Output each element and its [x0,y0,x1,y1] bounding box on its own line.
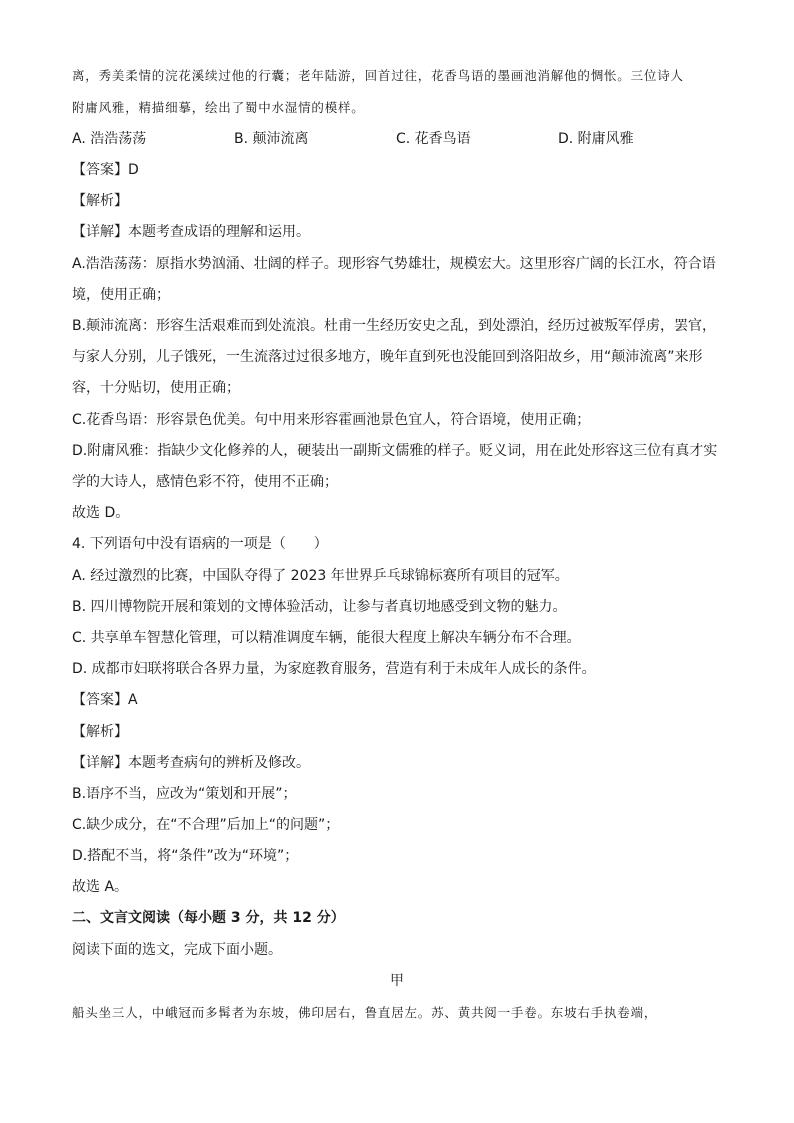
explanation-line: B.颠沛流离：形容生活艰难而到处流浪。杜甫一生经历安史之乱，到处漂泊，经历过被叛军俘虏，罢官， [72,318,717,334]
explanation-line: D.附庸风雅：指缺少文化修养的人，硬装出一副斯文儒雅的样子。贬义词，用在此处形容这三位有真才实 [72,443,718,459]
q3-answer [72,160,139,180]
explanation-line: 学的大诗人，感情色彩不符，使用不正确； [72,474,338,490]
answer-value: D [128,162,139,178]
explanation-line: C.缺少成分，在“不合理”后加上“的问题”； [72,817,340,833]
q4-stem: 4. 下列语句中没有语病的一项是（ ） [72,536,328,552]
explanation-line: 境，使用正确； [72,287,170,303]
option-c: C. 花香鸟语 [396,131,471,147]
detail-tag: 【详解】 [72,755,128,771]
section-instruction: 阅读下面的选文，完成下面小题。 [72,942,282,958]
option-b: B. 颠沛流离 [234,131,309,147]
explanation-line: 容，十分贴切，使用正确； [72,380,240,396]
q4-detail [72,753,310,773]
passage-line: 离，秀美柔情的浣花溪续过他的行囊；老年陆游，回首过往，花香鸟语的墨画池消解他的惆怅。三位诗人 [72,68,684,83]
q4-option-d: D. 成都市妇联将联合各界力量，为家庭教育服务，营造有利于未成年人成长的条件。 [72,661,596,677]
conclusion: 故选 D。 [72,505,130,521]
answer-tag: 【答案】 [72,692,128,708]
answer-tag: 【答案】 [72,162,128,178]
answer-value: A [128,692,138,708]
q4-option-b: B. 四川博物院开展和策划的文博体验活动，让参与者真切地感受到文物的魅力。 [72,599,567,615]
explanation-line: D.搭配不当，将“条件”改为“环境”； [72,848,299,864]
q4-option-c: C. 共享单车智慧化管理，可以精准调度车辆，能很大程度上解决车辆分布不合理。 [72,630,581,646]
option-d: D. 附庸风雅 [558,131,634,147]
q4-option-a: A. 经过激烈的比赛，中国队夺得了 2023 年世界乒乓球锦标赛所有项目的冠军。 [72,568,569,584]
explanation-line: B.语序不当，应改为“策划和开展”； [72,786,297,802]
option-a: A. 浩浩荡荡 [72,131,147,147]
section-heading: 二、文言文阅读（每小题 3 分，共 12 分） [72,910,345,926]
explanation-line: A.浩浩荡荡：原指水势汹涌、壮阔的样子。现形容气势雄壮，规模宏大。这里形容广阔的长江水，符合语 [72,256,716,272]
conclusion: 故选 A。 [72,879,129,895]
passage-line: 船头坐三人，中峨冠而多髯者为东坡，佛印居右，鲁直居左。苏、黄共阅一手卷。东坡右手执卷端， [72,1005,658,1020]
explanation-line: 与家人分别，儿子饿死，一生流落过过很多地方，晚年直到死也没能回到洛阳故乡，用“颠沛流离”来形 [72,349,703,365]
q3-detail [72,222,310,242]
detail-tag: 【详解】 [72,224,128,240]
q4-answer [72,690,138,710]
q3-analysis-tag: 【解析】 [72,193,128,209]
explanation-line: C.花香鸟语：形容景色优美。句中用来形容霍画池景色宜人，符合语境，使用正确； [72,412,591,428]
passage-line: 附庸风雅，精描细摹，绘出了蜀中水湿情的模样。 [72,100,365,115]
detail-text: 本题考查病句的辨析及修改。 [128,755,310,771]
passage-part-label: 甲 [390,973,404,989]
detail-text: 本题考查成语的理解和运用。 [128,224,310,240]
q4-analysis-tag: 【解析】 [72,724,128,740]
q3-options [72,129,634,149]
